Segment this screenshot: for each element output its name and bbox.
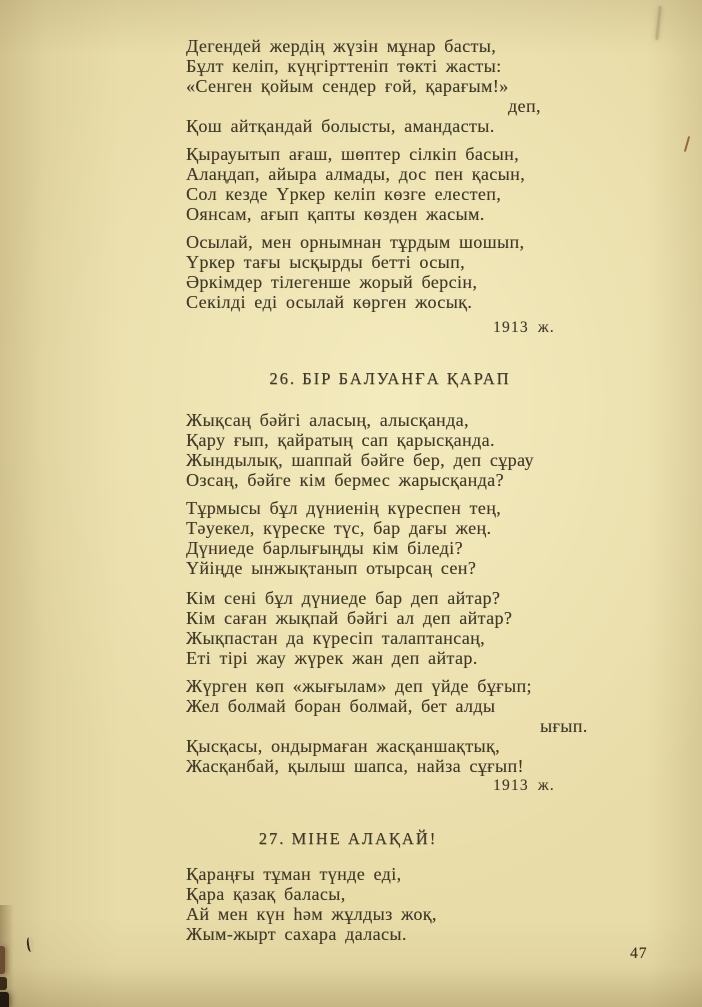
poem-line: Секілді еді осылай көрген жосық. [186, 292, 473, 312]
margin-pen-mark-icon [684, 136, 690, 152]
poem-line: Кім саған жықпай бәйгі ал деп айтар? [186, 608, 513, 628]
scan-smudge-artifact [655, 6, 662, 40]
poem-line: Дүниеде барлығыңды кім біледі? [186, 538, 463, 558]
binding-edge-artifact [0, 992, 9, 1007]
poem-line: Қош айтқандай болысты, амандасты. [186, 116, 495, 136]
poem-continuation-stanza-3 [186, 232, 622, 312]
poem-line: Тұрмысы бұл дүниенің күреспен тең, [186, 498, 502, 518]
poetry-text-block [186, 36, 622, 944]
poem-26-heading: 26. БІР БАЛУАНҒА ҚАРАП [269, 369, 511, 388]
poem-line: Озсаң, бәйге кім бермес жарысқанда? [186, 470, 504, 490]
poem-line: Жындылық, шаппай бәйге бер, деп сұрау [186, 450, 534, 470]
poem-line: Оянсам, ағып қапты көзден жасым. [186, 204, 485, 224]
poem-date: 1913 ж. [493, 777, 555, 794]
poem-27-stanza-1 [186, 864, 622, 944]
poem-line: Қару ғып, қайратың сап қарысқанда. [186, 430, 495, 450]
poem-26-stanza-4 [186, 676, 622, 776]
poem-line: Алаңдап, айыра алмады, дос пен қасын, [186, 164, 526, 184]
poem-line: Жел болмай боран болмай, бет алды [186, 696, 496, 716]
poem-line: Қырауытып ағаш, шөптер сілкіп басын, [186, 144, 520, 164]
poem-line-hanging: деп, [508, 96, 541, 116]
ink-speck-artifact [26, 937, 35, 953]
poem-26-stanza-3 [186, 588, 622, 668]
poem-continuation-stanza-2 [186, 144, 622, 224]
poem-line: Ай мен күн һәм жұлдыз жоқ, [186, 904, 437, 924]
poem-27-heading: 27. МІНЕ АЛАҚАЙ! [258, 829, 438, 848]
poem-line-hanging: ығып. [540, 716, 588, 736]
poem-line: Қара қазақ баласы, [186, 884, 346, 904]
poem-continuation-stanza-1 [186, 36, 622, 136]
poem-line: Жықсаң бәйгі аласың, алысқанда, [186, 410, 469, 430]
poem-line: Сол кезде Үркер келіп көзге елестеп, [186, 184, 502, 204]
poem-26-stanza-2 [186, 498, 622, 578]
poem-line: Үркер тағы ысқырды бетті осып, [186, 252, 466, 272]
binding-edge-artifact [0, 946, 5, 974]
poem-line: Әркімдер тілегенше жорый берсін, [186, 272, 478, 292]
poem-line: Кім сені бұл дүниеде бар деп айтар? [186, 588, 501, 608]
poem-date: 1913 ж. [493, 319, 555, 336]
poem-line: Дегендей жердің жүзін мұнар басты, [186, 36, 497, 56]
poem-line: Қысқасы, ондырмаған жасқаншақтық, [186, 736, 501, 756]
poem-line: Жасқанбай, қылыш шапса, найза сұғып! [186, 756, 524, 776]
poem-line: Жым-жырт сахара даласы. [186, 924, 407, 944]
poem-line: Осылай, мен орнымнан тұрдым шошып, [186, 232, 525, 252]
poem-26-stanza-1 [186, 410, 622, 490]
page-number: 47 [630, 945, 648, 962]
binding-edge-artifact [0, 977, 7, 990]
poem-line: Жүрген көп «жығылам» деп үйде бұғып; [186, 676, 532, 696]
poem-line: Қараңғы тұман түнде еді, [186, 864, 402, 884]
poem-line: Бұлт келіп, күңгірттеніп төкті жасты: [186, 56, 502, 76]
poem-line: Үйіңде ынжықтанып отырсаң сен? [186, 558, 477, 578]
poem-line: Еті тірі жау жүрек жан деп айтар. [186, 648, 478, 668]
poem-line: Тәуекел, күреске түс, бар дағы жең. [186, 518, 492, 538]
poem-line: Жықпастан да күресіп талаптансаң, [186, 628, 486, 648]
poem-line: «Сенген қойым сендер ғой, қарағым!» [186, 76, 509, 96]
